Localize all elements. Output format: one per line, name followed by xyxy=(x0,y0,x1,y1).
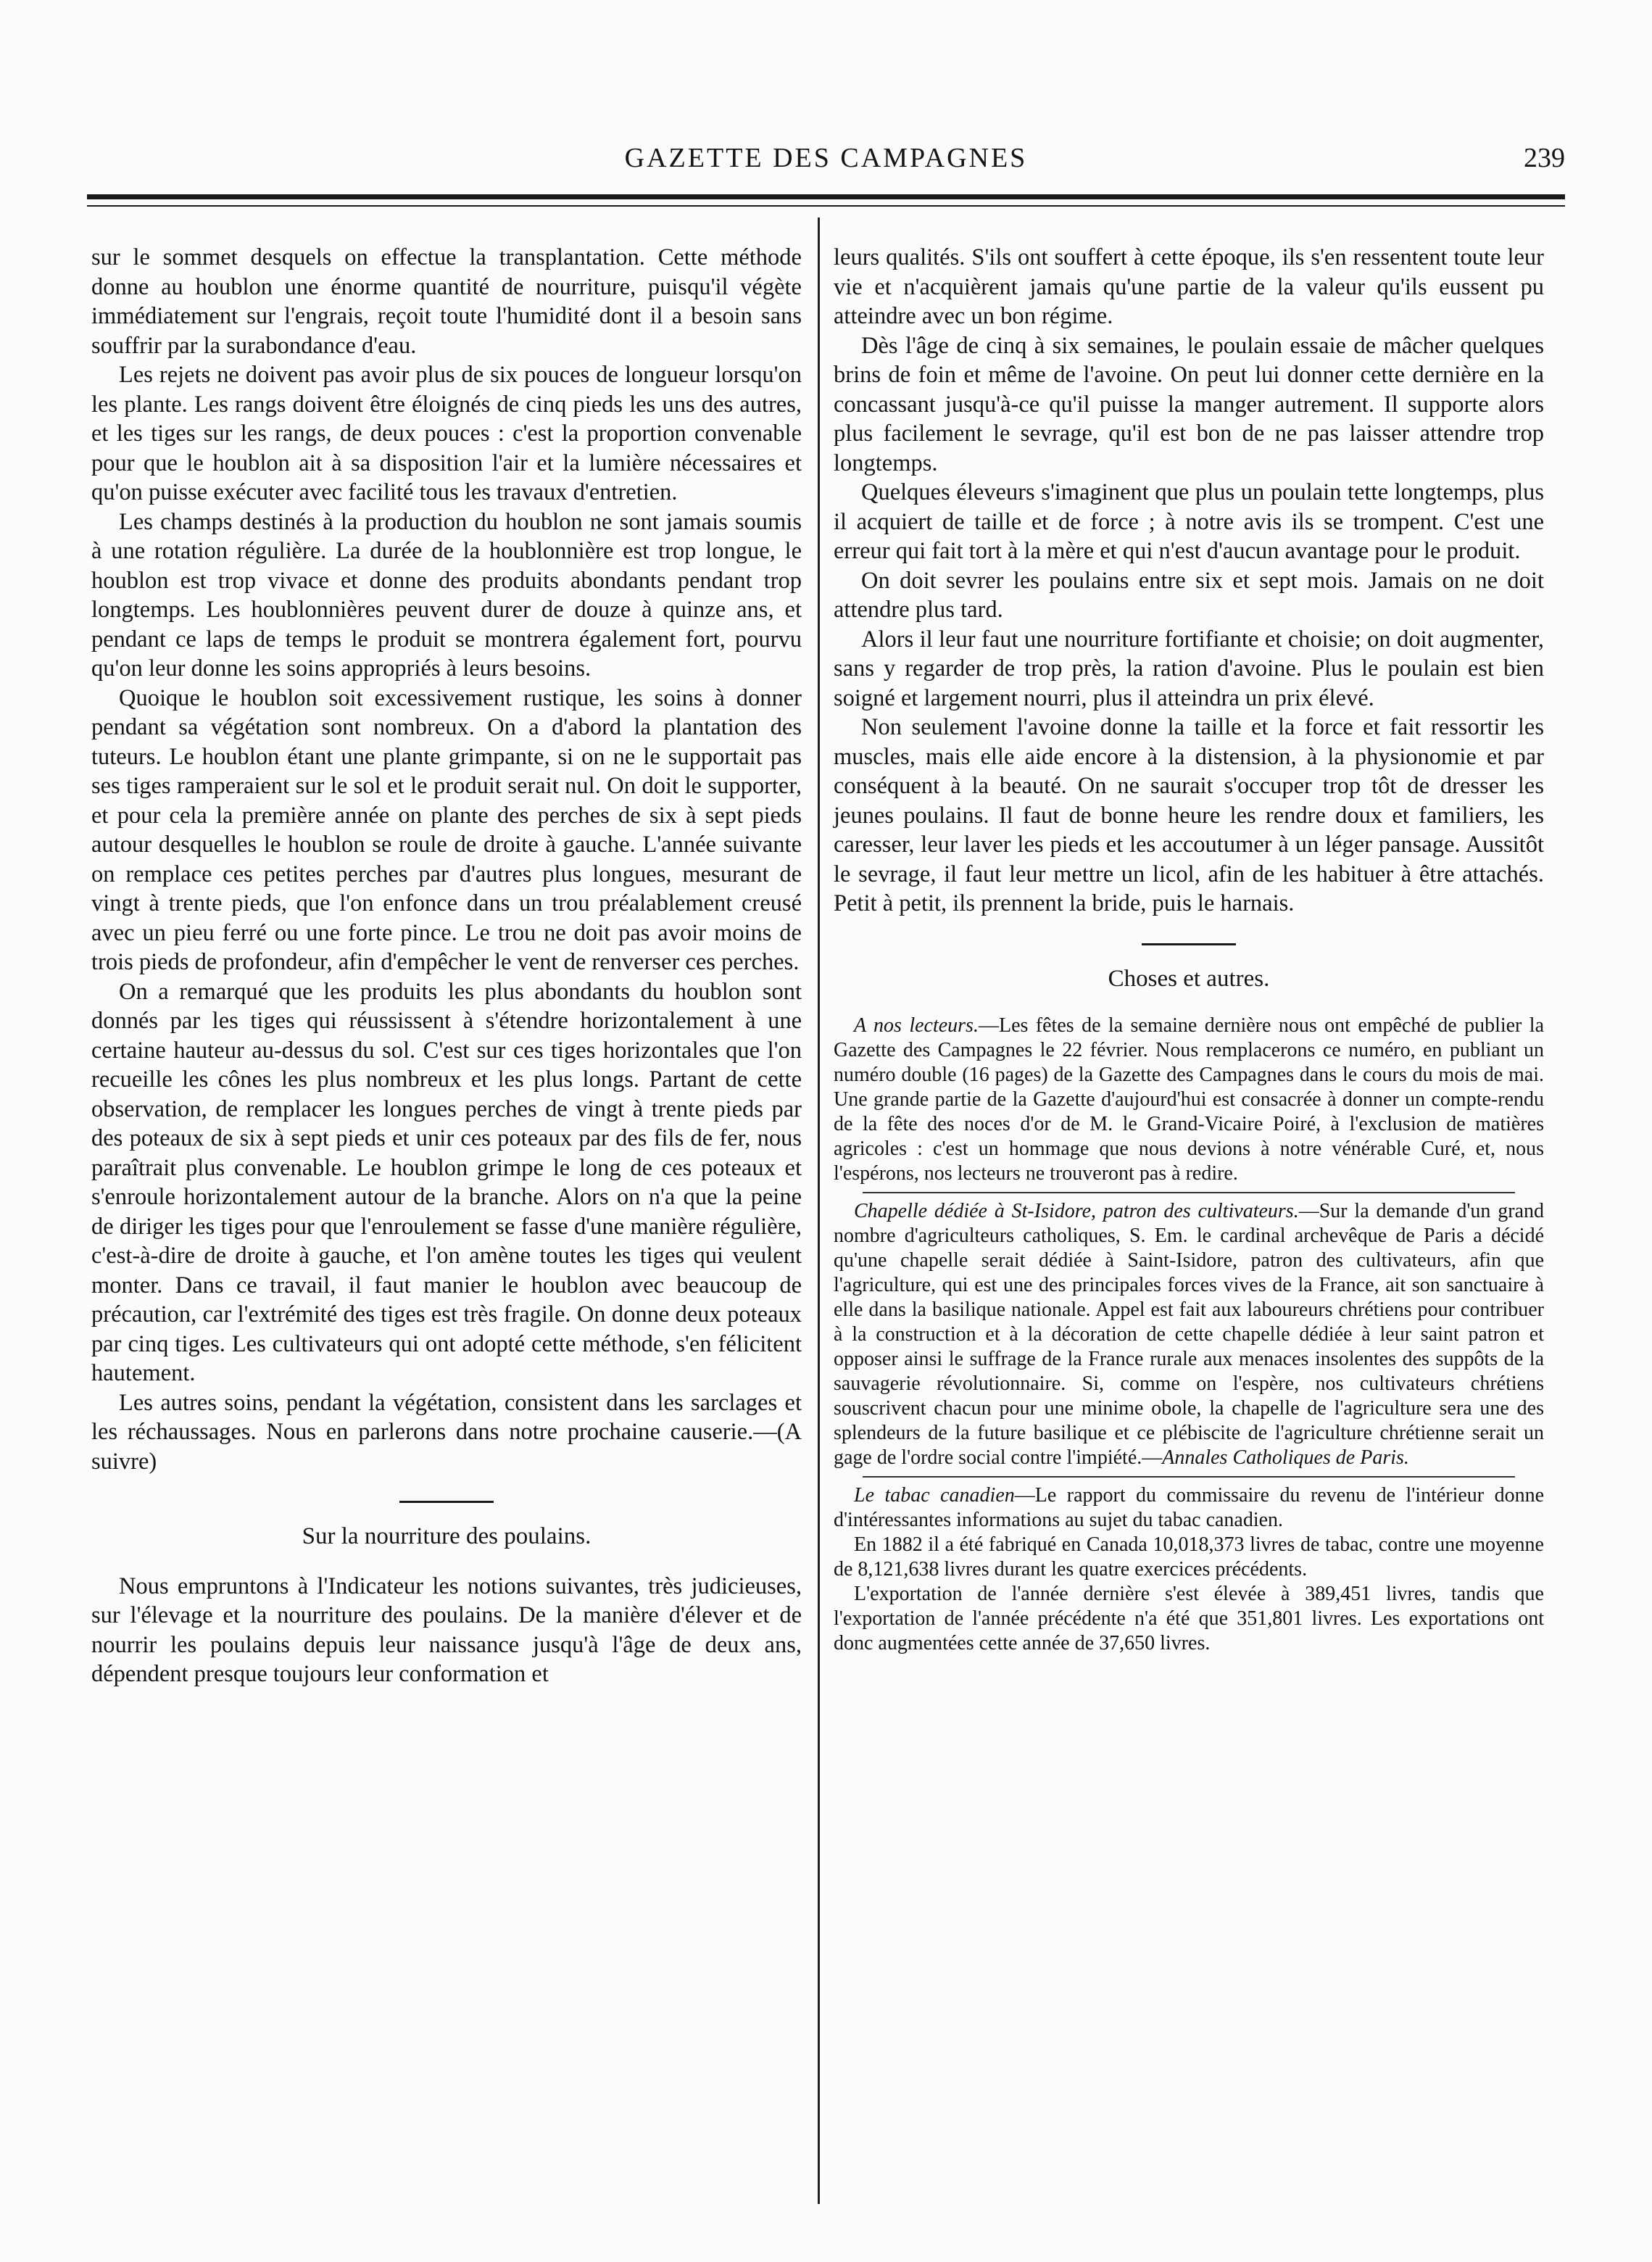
section-rule xyxy=(1142,943,1236,945)
header-rule-thick xyxy=(87,194,1565,199)
news-item: En 1882 il a été fabriqué en Canada 10,018,373 livres de tabac, contre une moyenne de 8,121,638 livres durant les quatre exercices précédents. xyxy=(834,1533,1544,1580)
news-item-text: —Les fêtes de la semaine dernière nous ont empêché de publier la Gazette des Campagnes le 22 février. Nous remplacerons ce numéro, en publiant un numéro double (16 pages) de la Gazette des Campagnes dans le cours du mois de mai. Une grande partie de la Gazette d'aujourd'hui est consacrée à donner un compte-rendu de la fête des noces d'or de M. le Grand-Vicaire Poiré, à l'exclusion de matières agricoles : c'est un hommage que nous devions à notre vénérable Curé, et, nous l'espérons, nos lecteurs ne trouveront pas à redire. xyxy=(834,1014,1544,1185)
page-number: 239 xyxy=(1524,143,1565,173)
news-item xyxy=(834,1014,1544,1186)
news-item: L'exportation de l'année dernière s'est élevée à 389,451 livres, tandis que l'exportation de l'année précédente n'a été que 351,801 livres. Les exportations ont donc augmentées cette année de 37,650 livres. xyxy=(834,1583,1544,1654)
paragraph: Quelques éleveurs s'imaginent que plus un poulain tette longtemps, plus il acquiert de taille et de force ; à notre avis ils se trompent. C'est une erreur qui fait tort à la mère et qui n'est d'aucun avantage pour le produit. xyxy=(834,479,1544,564)
news-item-text: —Le rapport du commissaire du revenu de l'intérieur donne d'intéressantes informations au sujet du tabac canadien. xyxy=(834,1484,1545,1531)
paragraph: On doit sevrer les poulains entre six et sept mois. Jamais on ne doit attendre plus tard. xyxy=(834,567,1544,623)
paragraph: Les champs destinés à la production du houblon ne sont jamais soumis à une rotation régulière. La durée de la houblonnière est trop longue, le houblon est trop vivace et donne des produits abondants pendant trop longtemps. Les houblonnières peuvent durer de douze à quinze ans, et pendant ce laps de temps le produit se montrera également fort, pourvu qu'on leur donne les soins appropriés à leurs besoins. xyxy=(91,508,802,682)
left-column xyxy=(91,243,802,1689)
paragraph: leurs qualités. S'ils ont souffert à cette époque, ils s'en ressentent toute leur vie et n'acquièrent jamais qu'une partie de la valeur qu'ils eussent pu atteindre avec un bon régime. xyxy=(834,244,1544,329)
section-title: Choses et autres. xyxy=(1108,965,1270,992)
news-items xyxy=(834,1014,1544,1656)
paragraph: Les rejets ne doivent pas avoir plus de six pouces de longueur lorsqu'on les plante. Les rangs doivent être éloignés de cinq pieds les uns des autres, et les tiges sur les rangs, de deux pouces : c'est la proportion convenable pour que le houblon ait à sa disposition l'air et la lumière nécessaires et qu'on puisse exécuter avec facilité tous les travaux d'entretien. xyxy=(91,362,802,505)
item-rule xyxy=(863,1192,1515,1193)
news-item-text: —Sur la demande d'un grand nombre d'agriculteurs catholiques, S. Em. le cardinal archevêque de Paris a décidé qu'une chapelle serait dédiée à Saint-Isidore, patron des cultivateurs, afin que l'agriculture, qui est une des principales forces vives de la France, ait son sanctuaire à elle dans la basilique nationale. Appel est fait aux laboureurs chrétiens pour contribuer à la construction et à la décoration de cette chapelle dédiée à leur saint patron et opposer ainsi le suffrage de la France rurale aux menaces insolentes des suppôts de la sauvagerie révolutionnaire. Si, comme on l'espère, nos cultivateurs chrétiens souscrivent chacun pour une minime obole, la chapelle de l'agriculture sera une des splendeurs de la future basilique et ce plébiscite de l'agriculture chrétienne serait un gage de l'ordre social contre l'impiété.— xyxy=(834,1200,1544,1469)
news-item-lead: Chapelle dédiée à St-Isidore, patron des cultivateurs. xyxy=(854,1200,1299,1222)
paragraph: Nous empruntons à l'Indicateur les notions suivantes, très judicieuses, sur l'élevage et la nourriture des poulains. De la manière d'élever et de nourrir les poulains depuis leur naissance jusqu'à l'âge de deux ans, dépendent presque toujours leur conformation et xyxy=(91,1573,802,1687)
news-item xyxy=(834,1199,1544,1470)
item-rule xyxy=(863,1476,1515,1478)
column-divider xyxy=(818,218,820,2204)
news-item-source: Annales Catholiques de Paris. xyxy=(1162,1446,1409,1469)
paragraph: sur le sommet desquels on effectue la transplantation. Cette méthode donne au houblon une énorme quantité de nourriture, puisqu'il végète immédiatement sur l'engrais, reçoit toute l'humidité dont il a besoin sans souffrir par la surabondance d'eau. xyxy=(91,244,802,359)
paragraph: Alors il leur faut une nourriture fortifiante et choisie; on doit augmenter, sans y regarder de trop près, la ration d'avoine. Plus le poulain est bien soigné et largement nourri, plus il atteindra un prix élevé. xyxy=(834,626,1544,711)
paragraph: Quoique le houblon soit excessivement rustique, les soins à donner pendant sa végétation sont nombreux. On a d'abord la plantation des tuteurs. Le houblon étant une plante grimpante, si on ne le supportait pas ses tiges ramperaient sur le sol et le produit serait nul. On doit le supporter, et pour cela la première année on plante des perches de six à sept pieds autour desquelles le houblon se roule de droite à gauche. L'année suivante on remplace ces petites perches par d'autres plus longues, mesurant de vingt à trente pieds, que l'on enfonce dans un trou préalablement creusé avec un pieu ferré ou une forte pince. Le trou ne doit pas avoir moins de trois pieds de profondeur, afin d'empêcher le vent de renverser ces perches. xyxy=(91,684,802,975)
news-item xyxy=(834,1483,1544,1533)
page-header xyxy=(87,136,1565,180)
paragraph: Dès l'âge de cinq à six semaines, le poulain essaie de mâcher quelques brins de foin et même de l'avoine. On peut lui donner cette dernière en la concassant jusqu'à-ce qu'il puisse la manger autrement. Il supporte alors plus facilement le sevrage, qu'il est bon de ne pas laisser attendre trop longtemps. xyxy=(834,332,1544,476)
paragraph: Non seulement l'avoine donne la taille et la force et fait ressortir les muscles, mais elle aide encore à la distension, à la physionomie et par conséquent à la beauté. On ne saurait s'occuper trop tôt de dresser les jeunes poulains. Il faut de bonne heure les rendre doux et familiers, les caresser, leur laver les pieds et les accoutumer à un léger pansage. Aussitôt le sevrage, il faut leur mettre un licol, afin de les habituer à être attachés. Petit à petit, ils prennent la bride, puis le harnais. xyxy=(834,714,1544,916)
newspaper-title: GAZETTE DES CAMPAGNES xyxy=(624,143,1028,173)
news-item-lead: Le tabac canadien xyxy=(854,1484,1015,1507)
section-title: Sur la nourriture des poulains. xyxy=(302,1523,592,1549)
news-item-lead: A nos lecteurs. xyxy=(854,1014,979,1037)
paragraph: On a remarqué que les produits les plus abondants du houblon sont donnés par les tiges qui réussissent à s'étendre horizontalement à une certaine hauteur au-dessus du sol. C'est sur ces tiges horizontales que l'on recueille les cônes les plus nombreux et les plus longs. Partant de cette observation, de remplacer les longues perches de vingt à trente pieds par des poteaux de six à sept pieds et unir ces poteaux par des fils de fer, nous paraîtrait plus convenable. Le houblon grimpe le long de ces poteaux et s'enroule horizontalement autour de la branche. Alors on n'a que la peine de diriger les tiges pour que l'enroulement se fasse d'une manière régulière, c'est-à-dire de droite à gauche, et l'on amène toutes les tiges qui veulent monter. Dans ce travail, il faut manier le houblon avec beaucoup de précaution, car l'extrémité des tiges est très fragile. On donne deux poteaux par cinq tiges. Les cultivateurs qui ont adopté cette méthode, s'en félicitent hautement. xyxy=(91,978,802,1386)
header-rule-thin xyxy=(87,205,1565,207)
paragraph: Les autres soins, pendant la végétation, consistent dans les sarclages et les réchaussages. Nous en parlerons dans notre prochaine causerie.—(A suivre) xyxy=(91,1389,802,1475)
right-column xyxy=(834,243,1544,1656)
section-rule xyxy=(399,1501,494,1503)
